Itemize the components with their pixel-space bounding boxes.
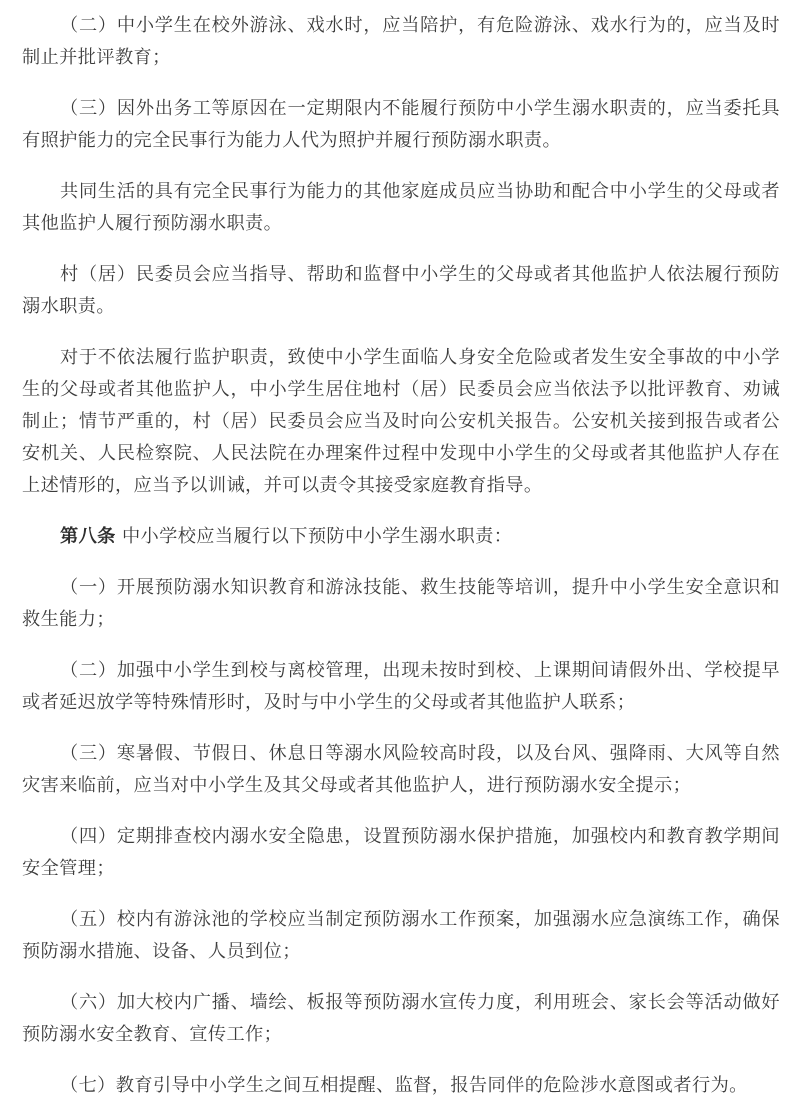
paragraph-text: 共同生活的具有完全民事行为能力的其他家庭成员应当协助和配合中小学生的父母或者其他监护人履行预防溺水职责。 — [22, 181, 780, 234]
paragraph-village-committee — [22, 259, 780, 323]
paragraph-school-duty-3 — [22, 738, 780, 802]
paragraph-text: （三）寒暑假、节假日、休息日等溺水风险较高时段，以及台风、强降雨、大风等自然灾害来临前，应当对中小学生及其父母或者其他监护人，进行预防溺水安全提示； — [22, 743, 780, 796]
article-number: 第八条 — [60, 526, 116, 547]
paragraph-school-duty-5 — [22, 904, 780, 968]
paragraph-school-duty-6 — [22, 987, 780, 1051]
paragraph-text: （五）校内有游泳池的学校应当制定预防溺水工作预案，加强溺水应急演练工作，确保预防溺水措施、设备、人员到位； — [22, 909, 780, 962]
paragraph-family-members — [22, 176, 780, 240]
paragraph-school-duty-4 — [22, 821, 780, 885]
paragraph-school-duty-2 — [22, 655, 780, 719]
paragraph-text: 中小学校应当履行以下预防中小学生溺水职责： — [115, 526, 513, 547]
paragraph-text: （七）教育引导中小学生之间互相提醒、监督，报告同伴的危险涉水意图或者行为。 — [60, 1075, 748, 1096]
paragraph-text: 对于不依法履行监护职责，致使中小学生面临人身安全危险或者发生安全事故的中小学生的父母或者其他监护人，中小学生居住地村（居）民委员会应当依法予以批评教育、劝诫制止；情节严重的，村（居）民委员会应当及时向公安机关报告。公安机关接到报告或者公安机关、人民检察院、人民法院在办理案件过程中发现中小学生的父母或者其他监护人存在上述情形的，应当予以训诫，并可以责令其接受家庭教育指导。 — [22, 347, 780, 496]
paragraph-text: （二）中小学生在校外游泳、戏水时，应当陪护，有危险游泳、戏水行为的，应当及时制止并批评教育； — [22, 15, 780, 68]
paragraph-guardian-liability — [22, 342, 780, 502]
paragraph-school-duty-7 — [22, 1070, 780, 1102]
paragraph-text: 村（居）民委员会应当指导、帮助和监督中小学生的父母或者其他监护人依法履行预防溺水职责。 — [22, 264, 780, 317]
paragraph-text: （三）因外出务工等原因在一定期限内不能履行预防中小学生溺水职责的，应当委托具有照护能力的完全民事行为能力人代为照护并履行预防溺水职责。 — [22, 98, 780, 151]
paragraph-guardian-outdoor-swimming — [22, 10, 780, 74]
paragraph-text: （四）定期排查校内溺水安全隐患，设置预防溺水保护措施，加强校内和教育教学期间安全管理； — [22, 826, 780, 879]
article-8-heading — [22, 521, 780, 553]
paragraph-school-duty-1 — [22, 572, 780, 636]
paragraph-guardian-entrust-care — [22, 93, 780, 157]
paragraph-text: （六）加大校内广播、墙绘、板报等预防溺水宣传力度，利用班会、家长会等活动做好预防溺水安全教育、宣传工作； — [22, 992, 780, 1045]
paragraph-text: （二）加强中小学生到校与离校管理，出现未按时到校、上课期间请假外出、学校提早或者延迟放学等特殊情形时，及时与中小学生的父母或者其他监护人联系； — [22, 660, 780, 713]
paragraph-text: （一）开展预防溺水知识教育和游泳技能、救生技能等培训，提升中小学生安全意识和救生能力； — [22, 577, 780, 630]
